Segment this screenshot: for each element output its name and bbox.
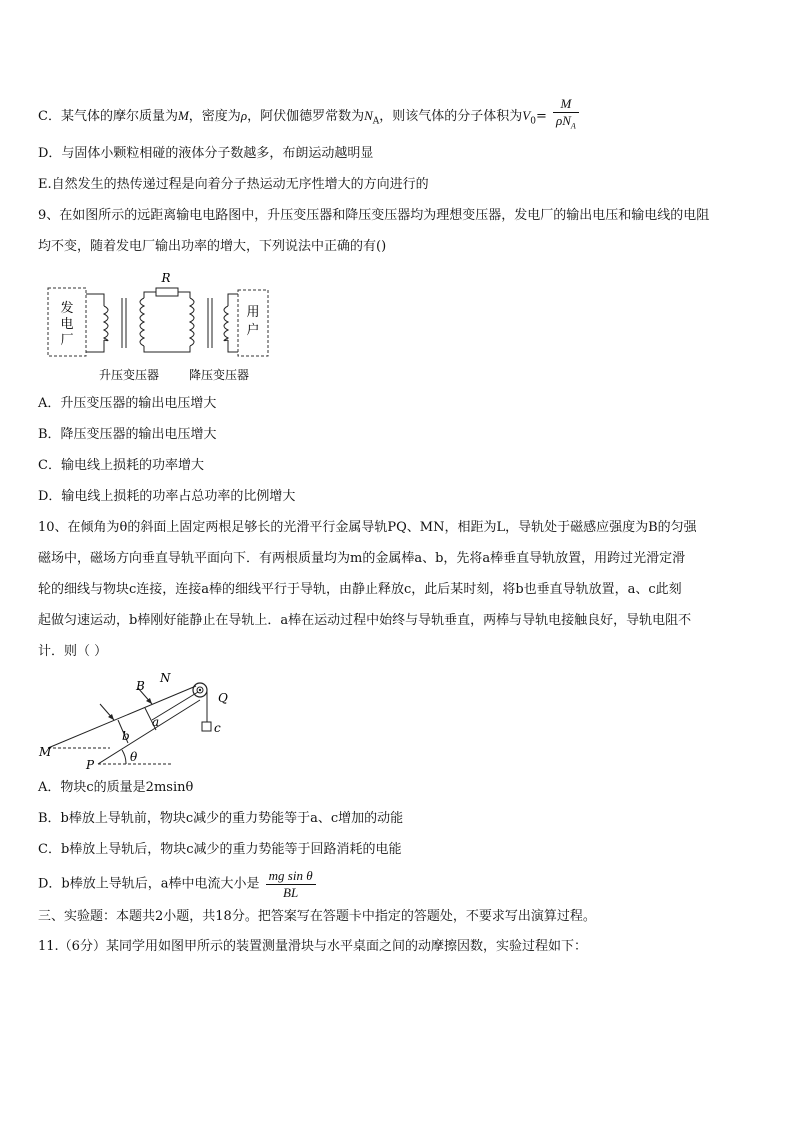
label-B: B (136, 679, 145, 693)
plant-char-1: 发 (60, 301, 74, 316)
q10-option-d: D．b棒放上导轨后，a棒中电流大小是 $\frac{\text{mg sin θ}}{BL}$ (38, 868, 316, 901)
pulley-axle (199, 689, 201, 691)
stepup-secondary-coil (140, 298, 144, 346)
option-d-prev: D．与固体小颗粒相碰的液体分子数越多，布朗运动越明显 (38, 146, 374, 161)
q10-stem-line5: 计．则（ ） (38, 644, 108, 659)
q10-stem-line3: 轮的细线与物块c连接，连接a棒的细线平行于导轨，由静止释放c，此后某时刻，将b也垂直导轨放置，a、c此刻 (38, 582, 682, 597)
plant-char-3: 厂 (60, 333, 74, 348)
q10-option-a: A．物块c的质量是2msinθ (38, 780, 194, 795)
line-top-right (178, 292, 190, 298)
label-b: b (122, 729, 130, 743)
line-bottom (144, 346, 190, 352)
current-fraction: $\frac{\text{mg sin θ}}{BL}$ (266, 868, 316, 901)
label-Q: Q (218, 691, 228, 705)
stepdown-primary-coil (190, 298, 194, 346)
q9-option-c: C．输电线上损耗的功率增大 (38, 458, 204, 473)
q10-option-c: C．b棒放上导轨后，物块c减少的重力势能等于回路消耗的电能 (38, 842, 402, 857)
label-theta: θ (130, 750, 138, 764)
volume-fraction: $\frac{M}{\rho N_A}$ (553, 96, 579, 135)
wire-user-top (228, 294, 238, 306)
rail-incline-diagram (38, 670, 248, 770)
label-a: a (152, 715, 160, 729)
wire-plant-top (86, 294, 104, 306)
q10-option-b: B．b棒放上导轨前，物块c减少的重力势能等于a、c增加的动能 (38, 811, 404, 826)
stepup-primary-coil (104, 306, 108, 341)
q9-option-a: A．升压变压器的输出电压增大 (38, 396, 217, 411)
label-N: N (160, 671, 171, 685)
label-M: M (39, 745, 52, 759)
plant-char-2: 电 (60, 317, 74, 332)
rail-pq (98, 700, 200, 764)
q9-stem-line2: 均不变，随着发电厂输出功率的增大，下列说法中正确的有() (38, 239, 387, 254)
stepdown-caption: 降压变压器 (188, 368, 250, 382)
theta-arc (122, 750, 126, 764)
q9-option-b: B．降压变压器的输出电压增大 (38, 427, 217, 442)
line-top-left (144, 292, 156, 298)
resistor-label: R (161, 271, 171, 285)
q10-stem-line4: 起做匀速运动，b棒刚好能静止在导轨上．a棒在运动过程中始终与导轨垂直，两棒与导轨电接触良好，导轨电阻不 (38, 613, 692, 628)
label-c: c (214, 721, 221, 735)
option-c-prev: C．某气体的摩尔质量为M，密度为ρ，阿伏伽德罗常数为$N_A$，则该气体的分子体积为$V_0=$ $\frac{M}{\rho N_A}$ (38, 97, 579, 136)
q9-stem-line1: 9、在如图所示的远距离输电电路图中，升压变压器和降压变压器均为理想变压器，发电厂的输出电压和输电线的电阻 (38, 208, 710, 223)
user-char-1: 用 (246, 305, 260, 320)
q9-option-d: D．输电线上损耗的功率占总功率的比例增大 (38, 489, 296, 504)
option-e-prev: E.自然发生的热传递过程是向着分子热运动无序性增大的方向进行的 (38, 177, 429, 192)
wire-user-bottom (228, 340, 238, 352)
section-3-heading: 三、实验题：本题共2小题，共18分。把答案写在答题卡中指定的答题处，不要求写出演算过程。 (38, 909, 596, 924)
q10-stem-line2: 磁场中，磁场方向垂直导轨平面向下．有两根质量均为m的金属棒a、b，先将a棒垂直导轨放置，用跨过光滑定滑 (38, 551, 686, 566)
q11-stem: 11.（6分）某同学用如图甲所示的装置测量滑块与水平桌面之间的动摩擦因数，实验过程如下： (38, 939, 587, 954)
block-c (202, 722, 211, 731)
wire-plant-bottom (86, 340, 104, 352)
transmission-circuit-diagram (44, 268, 274, 388)
stepup-caption: 升压变压器 (98, 368, 160, 382)
stepdown-secondary-coil (224, 306, 228, 341)
q10-stem-line1: 10、在倾角为θ的斜面上固定两根足够长的光滑平行金属导轨PQ、MN，相距为L，导轨处于磁感应强度为B的匀强 (38, 520, 697, 535)
resistor (156, 288, 178, 296)
label-P: P (86, 758, 95, 770)
user-char-2: 户 (246, 323, 260, 338)
